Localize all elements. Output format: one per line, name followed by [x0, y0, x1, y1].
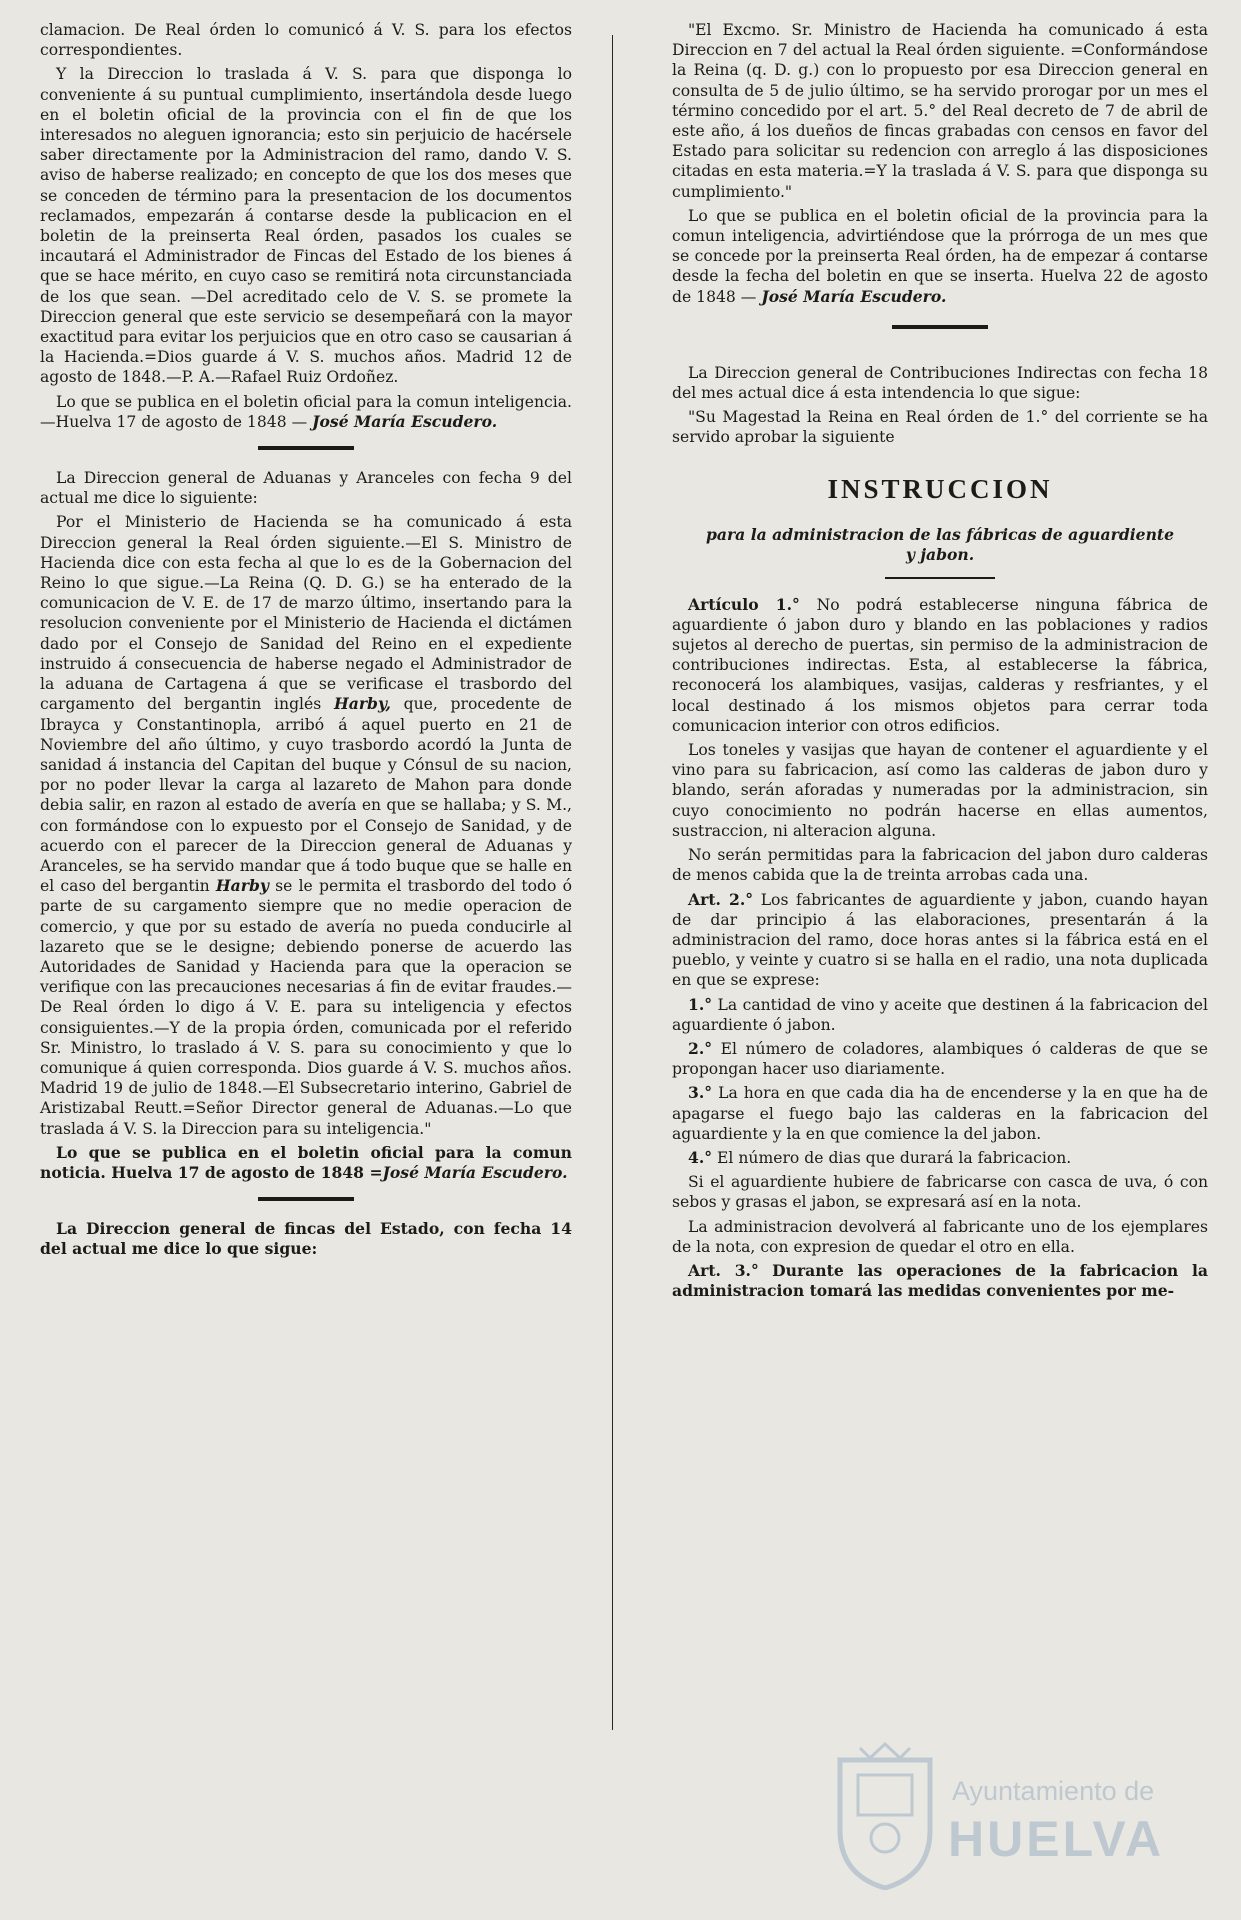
section-separator: [258, 446, 354, 450]
item-2-label: 2.°: [688, 1038, 713, 1058]
left-p5-part-a: Por el Ministerio de Hacienda se ha comunicado á esta Direccion general la Real órden siguiente.—El S. Ministro de Hacienda dice con esta fecha al que lo es de la Gobernacion del Reino lo que sigue.—La Reina (Q. D. G.) se ha enterado de la comunicacion de V. E. de 17 de marzo último, insertando para la resolucion conveniente por el Ministerio de Hacienda el dictámen dado por el Consejo de Sanidad del Reino en el expediente instruido á consecuencia de haberse negado el Administrador de la aduana de Cartagena á que se verificase el trasbordo del cargamento del bergantin inglés: [40, 513, 572, 714]
right-paragraph-6: No serán permitidas para la fabricacion del jabon duro calderas de menos cabida que la de treinta arrobas cada una.: [672, 846, 1208, 885]
article-3-text: Durante las operaciones de la fabricacion la administracion tomará las medidas convenientes por me-: [672, 1260, 1209, 1301]
right-paragraph-2: [672, 206, 1208, 307]
instruction-subtitle: para la administracion de las fábricas de aguardiente y jabon.: [705, 524, 1175, 564]
ayuntamiento-watermark: [830, 1740, 1200, 1890]
article-2-label: Art. 2.°: [688, 889, 754, 909]
left-paragraph-1: clamacion. De Real órden lo comunicó á V. S. para los efectos correspondientes.: [40, 21, 572, 60]
item-1-label: 1.°: [688, 994, 713, 1014]
section-separator: [258, 1197, 354, 1201]
right-column: [672, 20, 1208, 1305]
left-paragraph-5: [40, 512, 572, 1138]
section-separator: [892, 325, 988, 329]
right-paragraph-1: "El Excmo. Sr. Ministro de Hacienda ha comunicado á esta Direccion en 7 del actual la Real órden siguiente. =Conformándose la Reina (q. D. g.) con lo propuesto por esa Direccion general en consulta de 5 de julio último, se ha servido prorogar por un mes el término concedido por el art. 5.° del Real decreto de 7 de abril de este año, á los dueños de fincas grabadas con censos en favor del Estado para solicitar su redencion con arreglo á las disposiciones citadas en esta materia.=Y la traslada á V. S. para que disponga su cumplimiento.": [672, 21, 1208, 201]
right-p2-text: Lo que se publica en el boletin oficial de la provincia para la comun inteligencia, advirtiéndose que la prórroga de un mes que se concede por la preinserta Real órden, ha de empezar á contarse desde la fecha del boletin en que se inserta. Huelva 22 de agosto de 1848 —: [672, 206, 1208, 306]
left-p6-text: Lo que se publica en el boletin oficial para la comun noticia. Huelva 17 de agosto de 1848 =: [40, 1142, 572, 1182]
watermark-line-1: Ayuntamiento de: [952, 1776, 1155, 1806]
left-p5-ship-name-2: Harby: [215, 876, 269, 896]
left-p6-signature: José María Escudero.: [382, 1162, 568, 1182]
item-1-text: La cantidad de vino y aceite que destinen á la fabricacion del aguardiente ó jabon.: [672, 995, 1208, 1034]
left-p3-text: Lo que se publica en el boletin oficial para la comun inteligencia. —Huelva 17 de agosto de 1848 —: [40, 392, 572, 431]
left-p5-part-b: que, procedente de Ibrayca y Constantinopla, arribó á aquel puerto en 21 de Noviembre del año último, y cuyo trasbordo acordó la Junta de sanidad á instancia del Capitan del buque y Cónsul de su nacion, por no poder llevar la carga al lazareto de Mahon para donde debia salir, en razon al estado de avería en que se hallaba; y S. M., con formándose con lo expuesto por el Consejo de Sanidad, y de acuerdo con el parecer de la Direccion general de Aduanas y Aranceles, se ha servido mandar que á todo buque que se halle en el caso del bergantin: [40, 695, 572, 896]
right-paragraph-3: La Direccion general de Contribuciones Indirectas con fecha 18 del mes actual dice á esta intendencia lo que sigue:: [672, 363, 1208, 403]
right-paragraph-7: Si el aguardiente hubiere de fabricarse con casca de uva, ó con sebos y grasas el jabon, se expresará así en la nota.: [672, 1173, 1208, 1212]
list-item: [672, 1148, 1208, 1168]
right-p2-signature: José María Escudero.: [761, 286, 947, 306]
item-3-text: La hora en que cada dia ha de encenderse y la en que ha de apagarse el fuego bajo las calderas en la fabricacion del aguardiente y la en que comience la del jabon.: [672, 1084, 1208, 1143]
left-paragraph-3: [40, 392, 572, 432]
item-4-text: El número de dias que durará la fabricacion.: [717, 1148, 1072, 1167]
item-2-text: El número de coladores, alambiques ó calderas de que se propongan hacer uso diariamente.: [672, 1039, 1208, 1079]
article-1-text: No podrá establecerse ninguna fábrica de aguardiente ó jabon duro y blando en las poblaciones y radios sujetos al derecho de puertas, sin permiso de la administracion de contribuciones indirectas. Esta, al establecerse la fábrica, reconocerá los alambiques, vasijas, calderas y resfriantes, y el local destinado á los mismos objetos para cerrar toda comunicacion interior con otros edificios.: [672, 595, 1208, 735]
column-divider: [612, 35, 613, 1730]
article-1-label: Artículo 1.°: [688, 594, 800, 614]
coat-of-arms-icon: [830, 1740, 940, 1890]
left-paragraph-7: La Direccion general de fincas del Estado, con fecha 14 del actual me dice lo que sigue:: [40, 1219, 572, 1259]
article-3: [672, 1261, 1208, 1301]
article-2-text: Los fabricantes de aguardiente y jabon, cuando hayan de dar principio á las elaboraciones, presentarán á la administracion del ramo, doce horas antes si la fábrica está en el pueblo, y veinte y cuatro si se halla en el radio, una nota duplicada en que se exprese:: [672, 890, 1208, 990]
article-1: [672, 595, 1208, 736]
left-paragraph-4: La Direccion general de Aduanas y Aranceles con fecha 9 del actual me dice lo siguiente:: [40, 469, 572, 508]
item-4-label: 4.°: [688, 1147, 713, 1167]
left-column: [40, 20, 572, 1264]
list-item: [672, 995, 1208, 1035]
item-3-label: 3.°: [688, 1083, 713, 1103]
list-item: [672, 1083, 1208, 1144]
left-p5-part-c: se le permita el trasbordo del todo ó parte de su cargamento siempre que no medie operacion de comercio, y que por su estado de avería no pueda conducirle al lazareto que se le designe; debiendo ponerse de acuerdo las Autoridades de Sanidad y Hacienda para que la operacion se verifique con las precauciones necesarias á fin de evitar fraudes.—De Real órden lo digo á V. E. para su inteligencia y efectos consiguientes.—Y de la propia órden, comunicada por el referido Sr. Ministro, lo traslado á V. S. para su conocimiento y que lo comunique á quien corresponda. Dios guarde á V. S. muchos años. Madrid 19 de julio de 1848.—El Subsecretario interino, Gabriel de Aristizabal Reutt.=Señor Director general de Aduanas.—Lo que traslada á V. S. la Direccion para su inteligencia.": [40, 877, 572, 1138]
instruction-title: INSTRUCCION: [827, 473, 1053, 504]
watermark-line-2: HUELVA: [948, 1811, 1165, 1867]
left-paragraph-6: [40, 1143, 572, 1183]
right-paragraph-8: La administracion devolverá al fabricante uno de los ejemplares de la nota, con expresion de quedar el otro en ella.: [672, 1217, 1208, 1256]
list-item: [672, 1039, 1208, 1079]
right-paragraph-4: "Su Magestad la Reina en Real órden de 1.° del corriente se ha servido aprobar la siguiente: [672, 408, 1208, 447]
left-paragraph-2: Y la Direccion lo traslada á V. S. para que disponga lo conveniente á su puntual cumplimiento, insertándola desde luego en el boletin oficial de la provincia con el fin de que los interesados no aleguen ignorancia; esto sin perjuicio de hacérsele saber directamente por la Administracion del ramo, dando V. S. aviso de haberse realizado; en concepto de que los dos meses que se conceden de término para la presentacion de los documentos reclamados, empezarán á contarse desde la publicacion en el boletin de la preinserta Real órden, pasados los cuales se incautará el Administrador de Fincas del Estado de los bienes á que se hace mérito, en cuyo caso se remitirá nota circunstanciada de los que sean. —Del acreditado celo de V. S. se promete la Direccion general que este servicio se desempeñará con la mayor exactitud para evitar los perjuicios que en otro caso se causarian á la Hacienda.=Dios guarde á V. S. muchos años. Madrid 12 de agosto de 1848.—P. A.—Rafael Ruiz Ordoñez.: [40, 65, 572, 387]
right-paragraph-5: Los toneles y vasijas que hayan de contener el aguardiente y el vino para su fabricacion, así como las calderas de jabon duro y blando, serán aforadas y numeradas por la administracion, sin cuyo conocimiento no podrán hacerse en ellas aumentos, sustraccion, ni alteracion alguna.: [672, 741, 1208, 840]
left-p3-signature: José María Escudero.: [312, 411, 498, 431]
article-3-label: Art. 3.°: [688, 1260, 759, 1280]
article-2: [672, 890, 1208, 991]
left-p5-ship-name-1: Harby,: [333, 694, 391, 714]
title-separator: [885, 577, 995, 579]
